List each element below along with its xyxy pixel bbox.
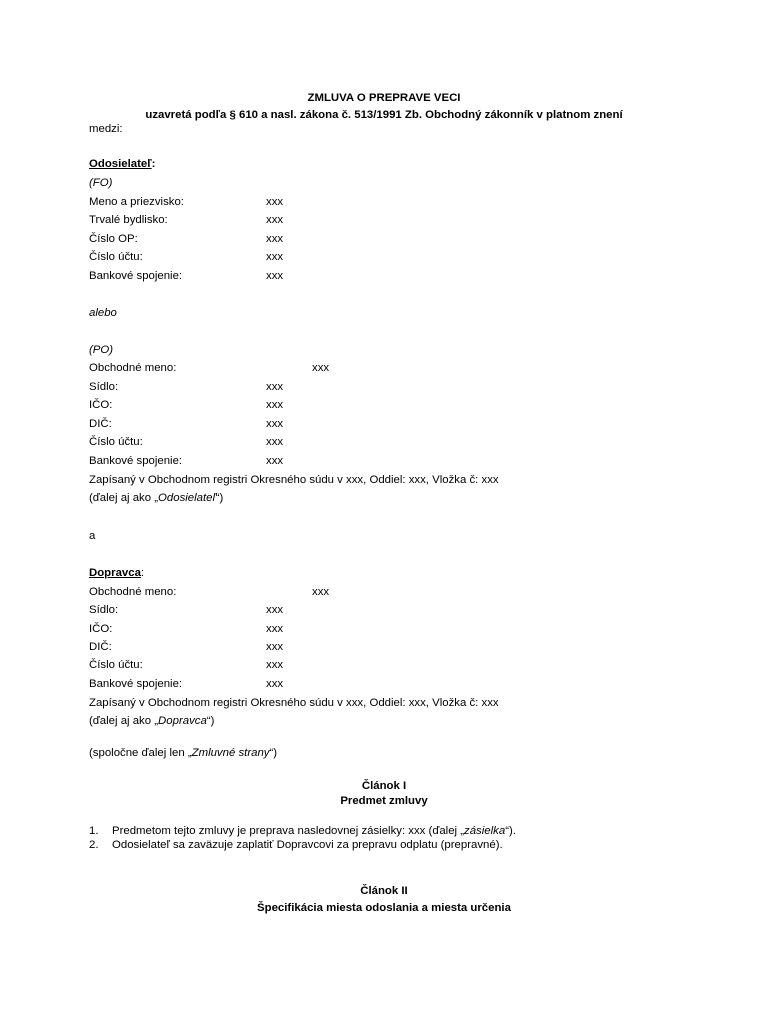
field-value: xxx	[312, 586, 330, 598]
field-label: IČO:	[89, 399, 113, 411]
field-value: xxx	[266, 455, 284, 467]
hereinafter-prefix: (ďalej aj ako „	[89, 492, 159, 504]
field-label: Sídlo:	[89, 381, 119, 393]
field-value: xxx	[266, 623, 284, 635]
field-value: xxx	[266, 214, 284, 226]
field-label: Obchodné meno:	[89, 362, 177, 374]
field-label: DIČ:	[89, 418, 112, 430]
field-value: xxx	[266, 233, 284, 245]
hereinafter-name: Dopravca	[158, 715, 207, 727]
article-1-number: Článok I	[361, 780, 407, 792]
field-value: xxx	[266, 251, 284, 263]
carrier-registry: Zapísaný v Obchodnom registri Okresného súdu v xxx, Oddiel: xxx, Vložka č: xxx	[89, 697, 499, 709]
article-2-number: Článok II	[360, 885, 408, 897]
list-item	[112, 838, 503, 852]
field-value: xxx	[266, 196, 284, 208]
field-label: Meno a priezvisko:	[89, 196, 184, 208]
field-value: xxx	[266, 659, 284, 671]
and-label: a	[89, 530, 96, 542]
sender-registry: Zapísaný v Obchodnom registri Okresného súdu v xxx, Oddiel: xxx, Vložka č: xxx	[89, 474, 499, 486]
list-item-number: 2.	[89, 839, 99, 851]
hereinafter-suffix: “)	[215, 492, 224, 504]
field-label: Trvalé bydlisko:	[89, 214, 168, 226]
field-value: xxx	[266, 418, 284, 430]
field-label: Číslo OP:	[89, 233, 138, 245]
field-value: xxx	[266, 270, 284, 282]
sender-heading-suffix: :	[151, 158, 156, 170]
field-label: Bankové spojenie:	[89, 455, 183, 467]
carrier-heading	[89, 566, 144, 580]
parties-prefix: (spoločne ďalej len „	[89, 747, 192, 759]
hereinafter-name: Odosielateľ	[158, 492, 216, 504]
field-value: xxx	[312, 362, 330, 374]
field-value: xxx	[266, 678, 284, 690]
article-2-title: Špecifikácia miesta odoslania a miesta určenia	[257, 902, 511, 914]
field-value: xxx	[266, 436, 284, 448]
list-item-text: Predmetom tejto zmluvy je preprava nasledovnej zásielky: xxx (ďalej „	[112, 825, 465, 837]
between-label: medzi:	[89, 123, 123, 135]
list-item-tail: “).	[505, 825, 516, 837]
field-label: IČO:	[89, 623, 113, 635]
or-label: alebo	[89, 307, 117, 319]
field-label: Bankové spojenie:	[89, 270, 183, 282]
fo-label: (FO)	[89, 177, 113, 189]
list-item-text: Odosielateľ sa zaväzuje zaplatiť Dopravcovi za prepravu odplatu (prepravné).	[112, 839, 503, 851]
article-1-title: Predmet zmluvy	[340, 795, 428, 807]
field-label: Číslo účtu:	[89, 251, 143, 263]
list-item-emphasis: zásielka	[464, 825, 506, 837]
parties-name: Zmluvné strany	[191, 747, 270, 759]
list-item-number: 1.	[89, 825, 99, 837]
hereinafter-prefix: (ďalej aj ako „	[89, 715, 159, 727]
document-title: ZMLUVA O PREPRAVE VECI	[307, 92, 461, 104]
field-label: Číslo účtu:	[89, 436, 143, 448]
field-value: xxx	[266, 641, 284, 653]
field-label: Sídlo:	[89, 604, 119, 616]
sender-hereinafter	[89, 491, 223, 505]
field-label: Číslo účtu:	[89, 659, 143, 671]
list-item	[112, 824, 516, 838]
parties-note	[89, 746, 277, 760]
field-value: xxx	[266, 399, 284, 411]
sender-heading-text: Odosielateľ	[89, 158, 152, 170]
parties-suffix: “)	[269, 747, 278, 759]
hereinafter-suffix: “)	[206, 715, 215, 727]
field-value: xxx	[266, 381, 284, 393]
document-subtitle: uzavretá podľa § 610 a nasl. zákona č. 513/1991 Zb. Obchodný zákonník v platnom znení	[145, 109, 623, 121]
carrier-heading-text: Dopravca	[89, 567, 141, 579]
carrier-heading-suffix: :	[140, 567, 145, 579]
field-label: DIČ:	[89, 641, 112, 653]
po-label: (PO)	[89, 344, 114, 356]
field-value: xxx	[266, 604, 284, 616]
sender-heading	[89, 157, 155, 171]
field-label: Obchodné meno:	[89, 586, 177, 598]
field-label: Bankové spojenie:	[89, 678, 183, 690]
carrier-hereinafter	[89, 714, 214, 728]
